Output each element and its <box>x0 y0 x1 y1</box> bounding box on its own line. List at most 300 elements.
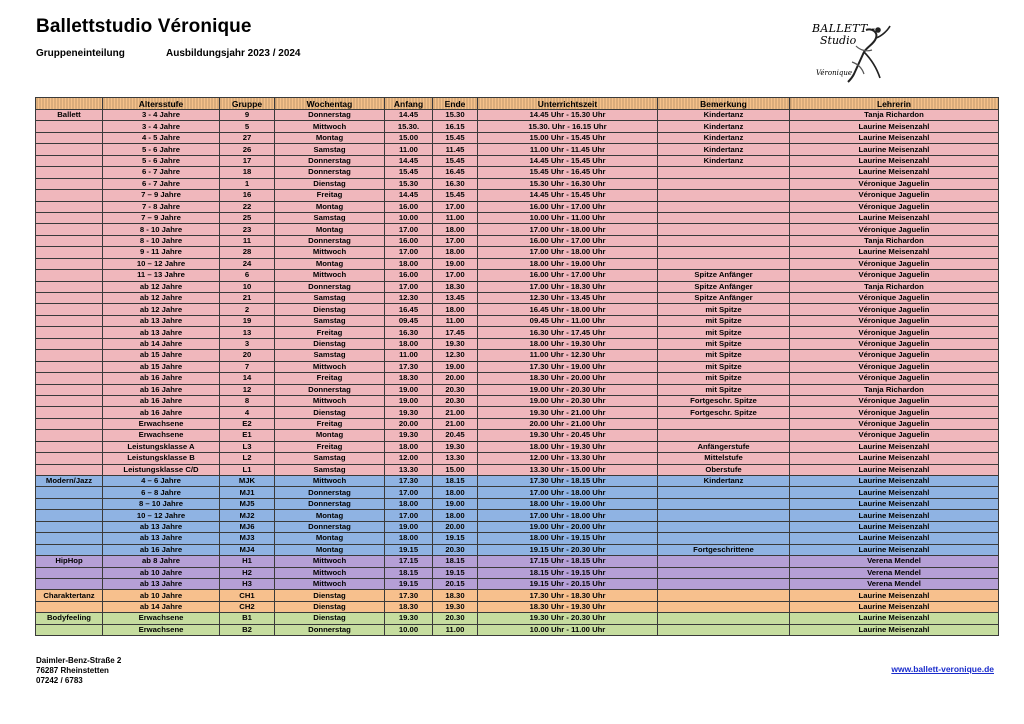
unterrichtszeit-cell: 16.00 Uhr - 17.00 Uhr <box>478 270 658 281</box>
bemerkung-cell <box>658 258 790 269</box>
table-row <box>36 167 999 178</box>
lehrerin-cell: Laurine Meisenzahl <box>790 498 999 509</box>
lehrerin-cell: Véronique Jaguelin <box>790 327 999 338</box>
bemerkung-cell <box>658 624 790 635</box>
table-row <box>36 476 999 487</box>
anfang-cell: 15.45 <box>385 167 433 178</box>
bemerkung-cell: mit Spitze <box>658 384 790 395</box>
bemerkung-cell: Kindertanz <box>658 155 790 166</box>
category-cell <box>36 578 103 589</box>
bemerkung-cell <box>658 613 790 624</box>
unterrichtszeit-cell: 18.15 Uhr - 19.15 Uhr <box>478 567 658 578</box>
ende-cell: 19.30 <box>433 601 478 612</box>
anfang-cell: 18.00 <box>385 498 433 509</box>
lehrerin-cell: Laurine Meisenzahl <box>790 601 999 612</box>
ende-cell: 16.45 <box>433 167 478 178</box>
anfang-cell: 14.45 <box>385 190 433 201</box>
table-row <box>36 453 999 464</box>
anfang-cell: 12.00 <box>385 453 433 464</box>
ende-cell: 20.30 <box>433 384 478 395</box>
bemerkung-cell <box>658 567 790 578</box>
altersstufe-cell: 6 – 8 Jahre <box>103 487 220 498</box>
bemerkung-cell <box>658 498 790 509</box>
wochentag-cell: Donnerstag <box>275 167 385 178</box>
ende-cell: 18.00 <box>433 304 478 315</box>
table-row <box>36 590 999 601</box>
category-cell <box>36 418 103 429</box>
altersstufe-cell: 7 – 9 Jahre <box>103 190 220 201</box>
unterrichtszeit-cell: 12.30 Uhr - 13.45 Uhr <box>478 293 658 304</box>
wochentag-cell: Mittwoch <box>275 361 385 372</box>
category-cell: Charaktertanz <box>36 590 103 601</box>
lehrerin-cell: Tanja Richardon <box>790 235 999 246</box>
unterrichtszeit-cell: 19.15 Uhr - 20.15 Uhr <box>478 578 658 589</box>
website-link[interactable]: www.ballett-veronique.de <box>891 664 994 674</box>
altersstufe-cell: ab 13 Jahre <box>103 521 220 532</box>
altersstufe-cell: 8 - 10 Jahre <box>103 224 220 235</box>
lehrerin-cell: Véronique Jaguelin <box>790 361 999 372</box>
header-category <box>36 98 103 110</box>
anfang-cell: 18.15 <box>385 567 433 578</box>
unterrichtszeit-cell: 18.00 Uhr - 19.30 Uhr <box>478 441 658 452</box>
category-cell <box>36 190 103 201</box>
anfang-cell: 19.15 <box>385 578 433 589</box>
table-header-row <box>36 98 999 110</box>
table-row <box>36 224 999 235</box>
gruppe-cell: MJK <box>220 476 275 487</box>
altersstufe-cell: 7 - 8 Jahre <box>103 201 220 212</box>
lehrerin-cell: Tanja Richardon <box>790 384 999 395</box>
anfang-cell: 19.30 <box>385 430 433 441</box>
bemerkung-cell: mit Spitze <box>658 361 790 372</box>
altersstufe-cell: ab 8 Jahre <box>103 556 220 567</box>
gruppe-cell: MJ3 <box>220 533 275 544</box>
wochentag-cell: Dienstag <box>275 178 385 189</box>
wochentag-cell: Dienstag <box>275 590 385 601</box>
anfang-cell: 17.00 <box>385 487 433 498</box>
ende-cell: 20.00 <box>433 521 478 532</box>
table-row <box>36 235 999 246</box>
unterrichtszeit-cell: 14.45 Uhr - 15.45 Uhr <box>478 190 658 201</box>
category-cell <box>36 453 103 464</box>
category-cell <box>36 624 103 635</box>
table-row <box>36 190 999 201</box>
altersstufe-cell: Erwachsene <box>103 418 220 429</box>
table-row <box>36 293 999 304</box>
category-cell <box>36 544 103 555</box>
bemerkung-cell: Fortgeschr. Spitze <box>658 407 790 418</box>
altersstufe-cell: 9 - 11 Jahre <box>103 247 220 258</box>
altersstufe-cell: ab 12 Jahre <box>103 304 220 315</box>
ende-cell: 17.00 <box>433 201 478 212</box>
anfang-cell: 09.45 <box>385 315 433 326</box>
ende-cell: 15.00 <box>433 464 478 475</box>
anfang-cell: 11.00 <box>385 350 433 361</box>
table-row <box>36 121 999 132</box>
wochentag-cell: Donnerstag <box>275 487 385 498</box>
gruppe-cell: 21 <box>220 293 275 304</box>
anfang-cell: 17.00 <box>385 281 433 292</box>
ende-cell: 13.45 <box>433 293 478 304</box>
wochentag-cell: Freitag <box>275 373 385 384</box>
category-cell <box>36 224 103 235</box>
table-row <box>36 487 999 498</box>
table-row <box>36 464 999 475</box>
ende-cell: 18.30 <box>433 281 478 292</box>
wochentag-cell: Dienstag <box>275 601 385 612</box>
category-cell <box>36 361 103 372</box>
logo-text-studio: Studio <box>820 34 857 47</box>
bemerkung-cell: Kindertanz <box>658 476 790 487</box>
anfang-cell: 15.00 <box>385 132 433 143</box>
gruppe-cell: MJ4 <box>220 544 275 555</box>
unterrichtszeit-cell: 10.00 Uhr - 11.00 Uhr <box>478 212 658 223</box>
unterrichtszeit-cell: 09.45 Uhr - 11.00 Uhr <box>478 315 658 326</box>
category-cell <box>36 373 103 384</box>
bemerkung-cell: mit Spitze <box>658 327 790 338</box>
table-row <box>36 132 999 143</box>
bemerkung-cell <box>658 590 790 601</box>
lehrerin-cell: Laurine Meisenzahl <box>790 590 999 601</box>
table-row <box>36 407 999 418</box>
header-anfang: Anfang <box>385 98 433 110</box>
table-row <box>36 258 999 269</box>
lehrerin-cell: Laurine Meisenzahl <box>790 212 999 223</box>
anfang-cell: 19.00 <box>385 384 433 395</box>
ende-cell: 19.00 <box>433 258 478 269</box>
wochentag-cell: Donnerstag <box>275 498 385 509</box>
table-row <box>36 155 999 166</box>
category-cell <box>36 510 103 521</box>
wochentag-cell: Donnerstag <box>275 624 385 635</box>
anfang-cell: 16.00 <box>385 201 433 212</box>
table-row <box>36 613 999 624</box>
unterrichtszeit-cell: 12.00 Uhr - 13.30 Uhr <box>478 453 658 464</box>
header-ende: Ende <box>433 98 478 110</box>
gruppe-cell: 8 <box>220 395 275 406</box>
bemerkung-cell <box>658 201 790 212</box>
unterrichtszeit-cell: 13.30 Uhr - 15.00 Uhr <box>478 464 658 475</box>
category-cell <box>36 201 103 212</box>
wochentag-cell: Freitag <box>275 441 385 452</box>
wochentag-cell: Dienstag <box>275 338 385 349</box>
category-cell: Ballett <box>36 110 103 121</box>
unterrichtszeit-cell: 17.15 Uhr - 18.15 Uhr <box>478 556 658 567</box>
gruppe-cell: 28 <box>220 247 275 258</box>
lehrerin-cell: Véronique Jaguelin <box>790 304 999 315</box>
wochentag-cell: Mittwoch <box>275 556 385 567</box>
gruppe-cell: B1 <box>220 613 275 624</box>
altersstufe-cell: ab 10 Jahre <box>103 590 220 601</box>
altersstufe-cell: Leistungsklasse C/D <box>103 464 220 475</box>
lehrerin-cell: Véronique Jaguelin <box>790 201 999 212</box>
unterrichtszeit-cell: 19.00 Uhr - 20.30 Uhr <box>478 384 658 395</box>
wochentag-cell: Montag <box>275 201 385 212</box>
altersstufe-cell: 4 – 6 Jahre <box>103 476 220 487</box>
table-row <box>36 247 999 258</box>
bemerkung-cell <box>658 212 790 223</box>
unterrichtszeit-cell: 16.00 Uhr - 17.00 Uhr <box>478 235 658 246</box>
ende-cell: 19.30 <box>433 441 478 452</box>
unterrichtszeit-cell: 14.45 Uhr - 15.30 Uhr <box>478 110 658 121</box>
category-cell <box>36 521 103 532</box>
category-cell: HipHop <box>36 556 103 567</box>
ende-cell: 15.30 <box>433 110 478 121</box>
bemerkung-cell: Spitze Anfänger <box>658 281 790 292</box>
address-city: 76287 Rheinstetten <box>36 666 109 675</box>
lehrerin-cell: Véronique Jaguelin <box>790 293 999 304</box>
lehrerin-cell: Véronique Jaguelin <box>790 224 999 235</box>
wochentag-cell: Dienstag <box>275 613 385 624</box>
lehrerin-cell: Laurine Meisenzahl <box>790 247 999 258</box>
wochentag-cell: Dienstag <box>275 304 385 315</box>
wochentag-cell: Samstag <box>275 453 385 464</box>
gruppe-cell: 6 <box>220 270 275 281</box>
table-row <box>36 533 999 544</box>
lehrerin-cell: Laurine Meisenzahl <box>790 155 999 166</box>
table-row <box>36 556 999 567</box>
wochentag-cell: Montag <box>275 430 385 441</box>
anfang-cell: 16.00 <box>385 235 433 246</box>
table-row <box>36 144 999 155</box>
lehrerin-cell: Verena Mendel <box>790 556 999 567</box>
bemerkung-cell: Kindertanz <box>658 110 790 121</box>
gruppe-cell: H1 <box>220 556 275 567</box>
unterrichtszeit-cell: 18.00 Uhr - 19.00 Uhr <box>478 258 658 269</box>
unterrichtszeit-cell: 17.00 Uhr - 18.30 Uhr <box>478 281 658 292</box>
category-cell <box>36 601 103 612</box>
category-cell <box>36 338 103 349</box>
table-row <box>36 601 999 612</box>
wochentag-cell: Samstag <box>275 350 385 361</box>
wochentag-cell: Donnerstag <box>275 521 385 532</box>
category-cell: Bodyfeeling <box>36 613 103 624</box>
anfang-cell: 17.00 <box>385 247 433 258</box>
gruppe-cell: 10 <box>220 281 275 292</box>
bemerkung-cell <box>658 487 790 498</box>
bemerkung-cell <box>658 533 790 544</box>
ende-cell: 13.30 <box>433 453 478 464</box>
anfang-cell: 10.00 <box>385 212 433 223</box>
unterrichtszeit-cell: 19.30 Uhr - 20.45 Uhr <box>478 430 658 441</box>
anfang-cell: 17.30 <box>385 590 433 601</box>
table-row <box>36 418 999 429</box>
ende-cell: 20.30 <box>433 395 478 406</box>
bemerkung-cell: Spitze Anfänger <box>658 293 790 304</box>
unterrichtszeit-cell: 16.30 Uhr - 17.45 Uhr <box>478 327 658 338</box>
anfang-cell: 12.30 <box>385 293 433 304</box>
wochentag-cell: Freitag <box>275 327 385 338</box>
bemerkung-cell <box>658 556 790 567</box>
anfang-cell: 19.30 <box>385 613 433 624</box>
table-row <box>36 338 999 349</box>
category-cell <box>36 441 103 452</box>
ende-cell: 17.45 <box>433 327 478 338</box>
lehrerin-cell: Véronique Jaguelin <box>790 350 999 361</box>
table-row <box>36 498 999 509</box>
anfang-cell: 16.00 <box>385 270 433 281</box>
lehrerin-cell: Verena Mendel <box>790 578 999 589</box>
table-row <box>36 510 999 521</box>
wochentag-cell: Samstag <box>275 464 385 475</box>
ende-cell: 21.00 <box>433 407 478 418</box>
ende-cell: 17.00 <box>433 270 478 281</box>
altersstufe-cell: 3 - 4 Jahre <box>103 121 220 132</box>
altersstufe-cell: Erwachsene <box>103 613 220 624</box>
lehrerin-cell: Véronique Jaguelin <box>790 270 999 281</box>
category-cell <box>36 167 103 178</box>
gruppe-cell: MJ6 <box>220 521 275 532</box>
bemerkung-cell <box>658 167 790 178</box>
altersstufe-cell: Leistungsklasse A <box>103 441 220 452</box>
unterrichtszeit-cell: 17.30 Uhr - 19.00 Uhr <box>478 361 658 372</box>
gruppe-cell: CH2 <box>220 601 275 612</box>
category-cell <box>36 270 103 281</box>
table-row <box>36 270 999 281</box>
unterrichtszeit-cell: 17.00 Uhr - 18.00 Uhr <box>478 224 658 235</box>
wochentag-cell: Mittwoch <box>275 567 385 578</box>
bemerkung-cell <box>658 190 790 201</box>
unterrichtszeit-cell: 16.00 Uhr - 17.00 Uhr <box>478 201 658 212</box>
anfang-cell: 19.30 <box>385 407 433 418</box>
altersstufe-cell: 4 - 5 Jahre <box>103 132 220 143</box>
ende-cell: 19.15 <box>433 533 478 544</box>
wochentag-cell: Samstag <box>275 144 385 155</box>
wochentag-cell: Donnerstag <box>275 235 385 246</box>
address-phone: 07242 / 6783 <box>36 676 83 685</box>
gruppe-cell: 1 <box>220 178 275 189</box>
unterrichtszeit-cell: 18.00 Uhr - 19.00 Uhr <box>478 498 658 509</box>
gruppe-cell: 11 <box>220 235 275 246</box>
category-cell <box>36 144 103 155</box>
altersstufe-cell: 6 - 7 Jahre <box>103 167 220 178</box>
altersstufe-cell: ab 10 Jahre <box>103 567 220 578</box>
unterrichtszeit-cell: 15.30 Uhr - 16.30 Uhr <box>478 178 658 189</box>
ende-cell: 17.00 <box>433 235 478 246</box>
category-cell <box>36 567 103 578</box>
altersstufe-cell: ab 14 Jahre <box>103 601 220 612</box>
unterrichtszeit-cell: 18.00 Uhr - 19.30 Uhr <box>478 338 658 349</box>
unterrichtszeit-cell: 17.30 Uhr - 18.30 Uhr <box>478 590 658 601</box>
gruppe-cell: MJ5 <box>220 498 275 509</box>
category-cell <box>36 327 103 338</box>
ende-cell: 19.00 <box>433 361 478 372</box>
ende-cell: 20.15 <box>433 578 478 589</box>
wochentag-cell: Montag <box>275 224 385 235</box>
anfang-cell: 15.30. <box>385 121 433 132</box>
lehrerin-cell: Laurine Meisenzahl <box>790 441 999 452</box>
lehrerin-cell: Véronique Jaguelin <box>790 395 999 406</box>
header-altersstufe: Altersstufe <box>103 98 220 110</box>
anfang-cell: 20.00 <box>385 418 433 429</box>
unterrichtszeit-cell: 19.00 Uhr - 20.00 Uhr <box>478 521 658 532</box>
altersstufe-cell: ab 16 Jahre <box>103 373 220 384</box>
schedule-table <box>35 97 999 636</box>
gruppe-cell: H3 <box>220 578 275 589</box>
ende-cell: 11.00 <box>433 212 478 223</box>
wochentag-cell: Mittwoch <box>275 247 385 258</box>
table-row <box>36 110 999 121</box>
gruppe-cell: 9 <box>220 110 275 121</box>
altersstufe-cell: ab 16 Jahre <box>103 395 220 406</box>
altersstufe-cell: ab 13 Jahre <box>103 578 220 589</box>
ende-cell: 11.00 <box>433 624 478 635</box>
category-cell <box>36 498 103 509</box>
ende-cell: 20.30 <box>433 613 478 624</box>
gruppe-cell: 22 <box>220 201 275 212</box>
unterrichtszeit-cell: 15.00 Uhr - 15.45 Uhr <box>478 132 658 143</box>
lehrerin-cell: Laurine Meisenzahl <box>790 521 999 532</box>
altersstufe-cell: ab 13 Jahre <box>103 327 220 338</box>
lehrerin-cell: Laurine Meisenzahl <box>790 533 999 544</box>
bemerkung-cell: Kindertanz <box>658 121 790 132</box>
gruppe-cell: 12 <box>220 384 275 395</box>
ende-cell: 21.00 <box>433 418 478 429</box>
wochentag-cell: Montag <box>275 510 385 521</box>
gruppe-cell: 24 <box>220 258 275 269</box>
header-unterrichtszeit: Unterrichtszeit <box>478 98 658 110</box>
altersstufe-cell: ab 13 Jahre <box>103 315 220 326</box>
lehrerin-cell: Véronique Jaguelin <box>790 418 999 429</box>
lehrerin-cell: Véronique Jaguelin <box>790 315 999 326</box>
table-row <box>36 395 999 406</box>
unterrichtszeit-cell: 17.00 Uhr - 18.00 Uhr <box>478 510 658 521</box>
category-cell <box>36 155 103 166</box>
unterrichtszeit-cell: 18.30 Uhr - 19.30 Uhr <box>478 601 658 612</box>
gruppe-cell: L3 <box>220 441 275 452</box>
anfang-cell: 18.00 <box>385 533 433 544</box>
ende-cell: 20.30 <box>433 544 478 555</box>
ende-cell: 19.00 <box>433 498 478 509</box>
bemerkung-cell: Spitze Anfänger <box>658 270 790 281</box>
lehrerin-cell: Laurine Meisenzahl <box>790 624 999 635</box>
category-cell <box>36 121 103 132</box>
gruppe-cell: 25 <box>220 212 275 223</box>
unterrichtszeit-cell: 17.00 Uhr - 18.00 Uhr <box>478 487 658 498</box>
wochentag-cell: Mittwoch <box>275 578 385 589</box>
category-cell <box>36 178 103 189</box>
altersstufe-cell: ab 16 Jahre <box>103 384 220 395</box>
altersstufe-cell: 7 – 9 Jahre <box>103 212 220 223</box>
anfang-cell: 17.00 <box>385 510 433 521</box>
lehrerin-cell: Laurine Meisenzahl <box>790 613 999 624</box>
lehrerin-cell: Laurine Meisenzahl <box>790 487 999 498</box>
wochentag-cell: Montag <box>275 533 385 544</box>
wochentag-cell: Dienstag <box>275 407 385 418</box>
wochentag-cell: Donnerstag <box>275 384 385 395</box>
wochentag-cell: Donnerstag <box>275 281 385 292</box>
anfang-cell: 19.00 <box>385 395 433 406</box>
unterrichtszeit-cell: 18.30 Uhr - 20.00 Uhr <box>478 373 658 384</box>
gruppe-cell: 13 <box>220 327 275 338</box>
gruppe-cell: 23 <box>220 224 275 235</box>
table-row <box>36 281 999 292</box>
wochentag-cell: Samstag <box>275 212 385 223</box>
altersstufe-cell: ab 12 Jahre <box>103 281 220 292</box>
bemerkung-cell: Fortgeschrittene <box>658 544 790 555</box>
lehrerin-cell: Laurine Meisenzahl <box>790 476 999 487</box>
ende-cell: 20.45 <box>433 430 478 441</box>
altersstufe-cell: 5 - 6 Jahre <box>103 155 220 166</box>
category-cell <box>36 235 103 246</box>
altersstufe-cell: Erwachsene <box>103 430 220 441</box>
category-cell <box>36 247 103 258</box>
ende-cell: 18.00 <box>433 224 478 235</box>
lehrerin-cell: Laurine Meisenzahl <box>790 132 999 143</box>
wochentag-cell: Montag <box>275 258 385 269</box>
gruppe-cell: 7 <box>220 361 275 372</box>
wochentag-cell: Freitag <box>275 190 385 201</box>
